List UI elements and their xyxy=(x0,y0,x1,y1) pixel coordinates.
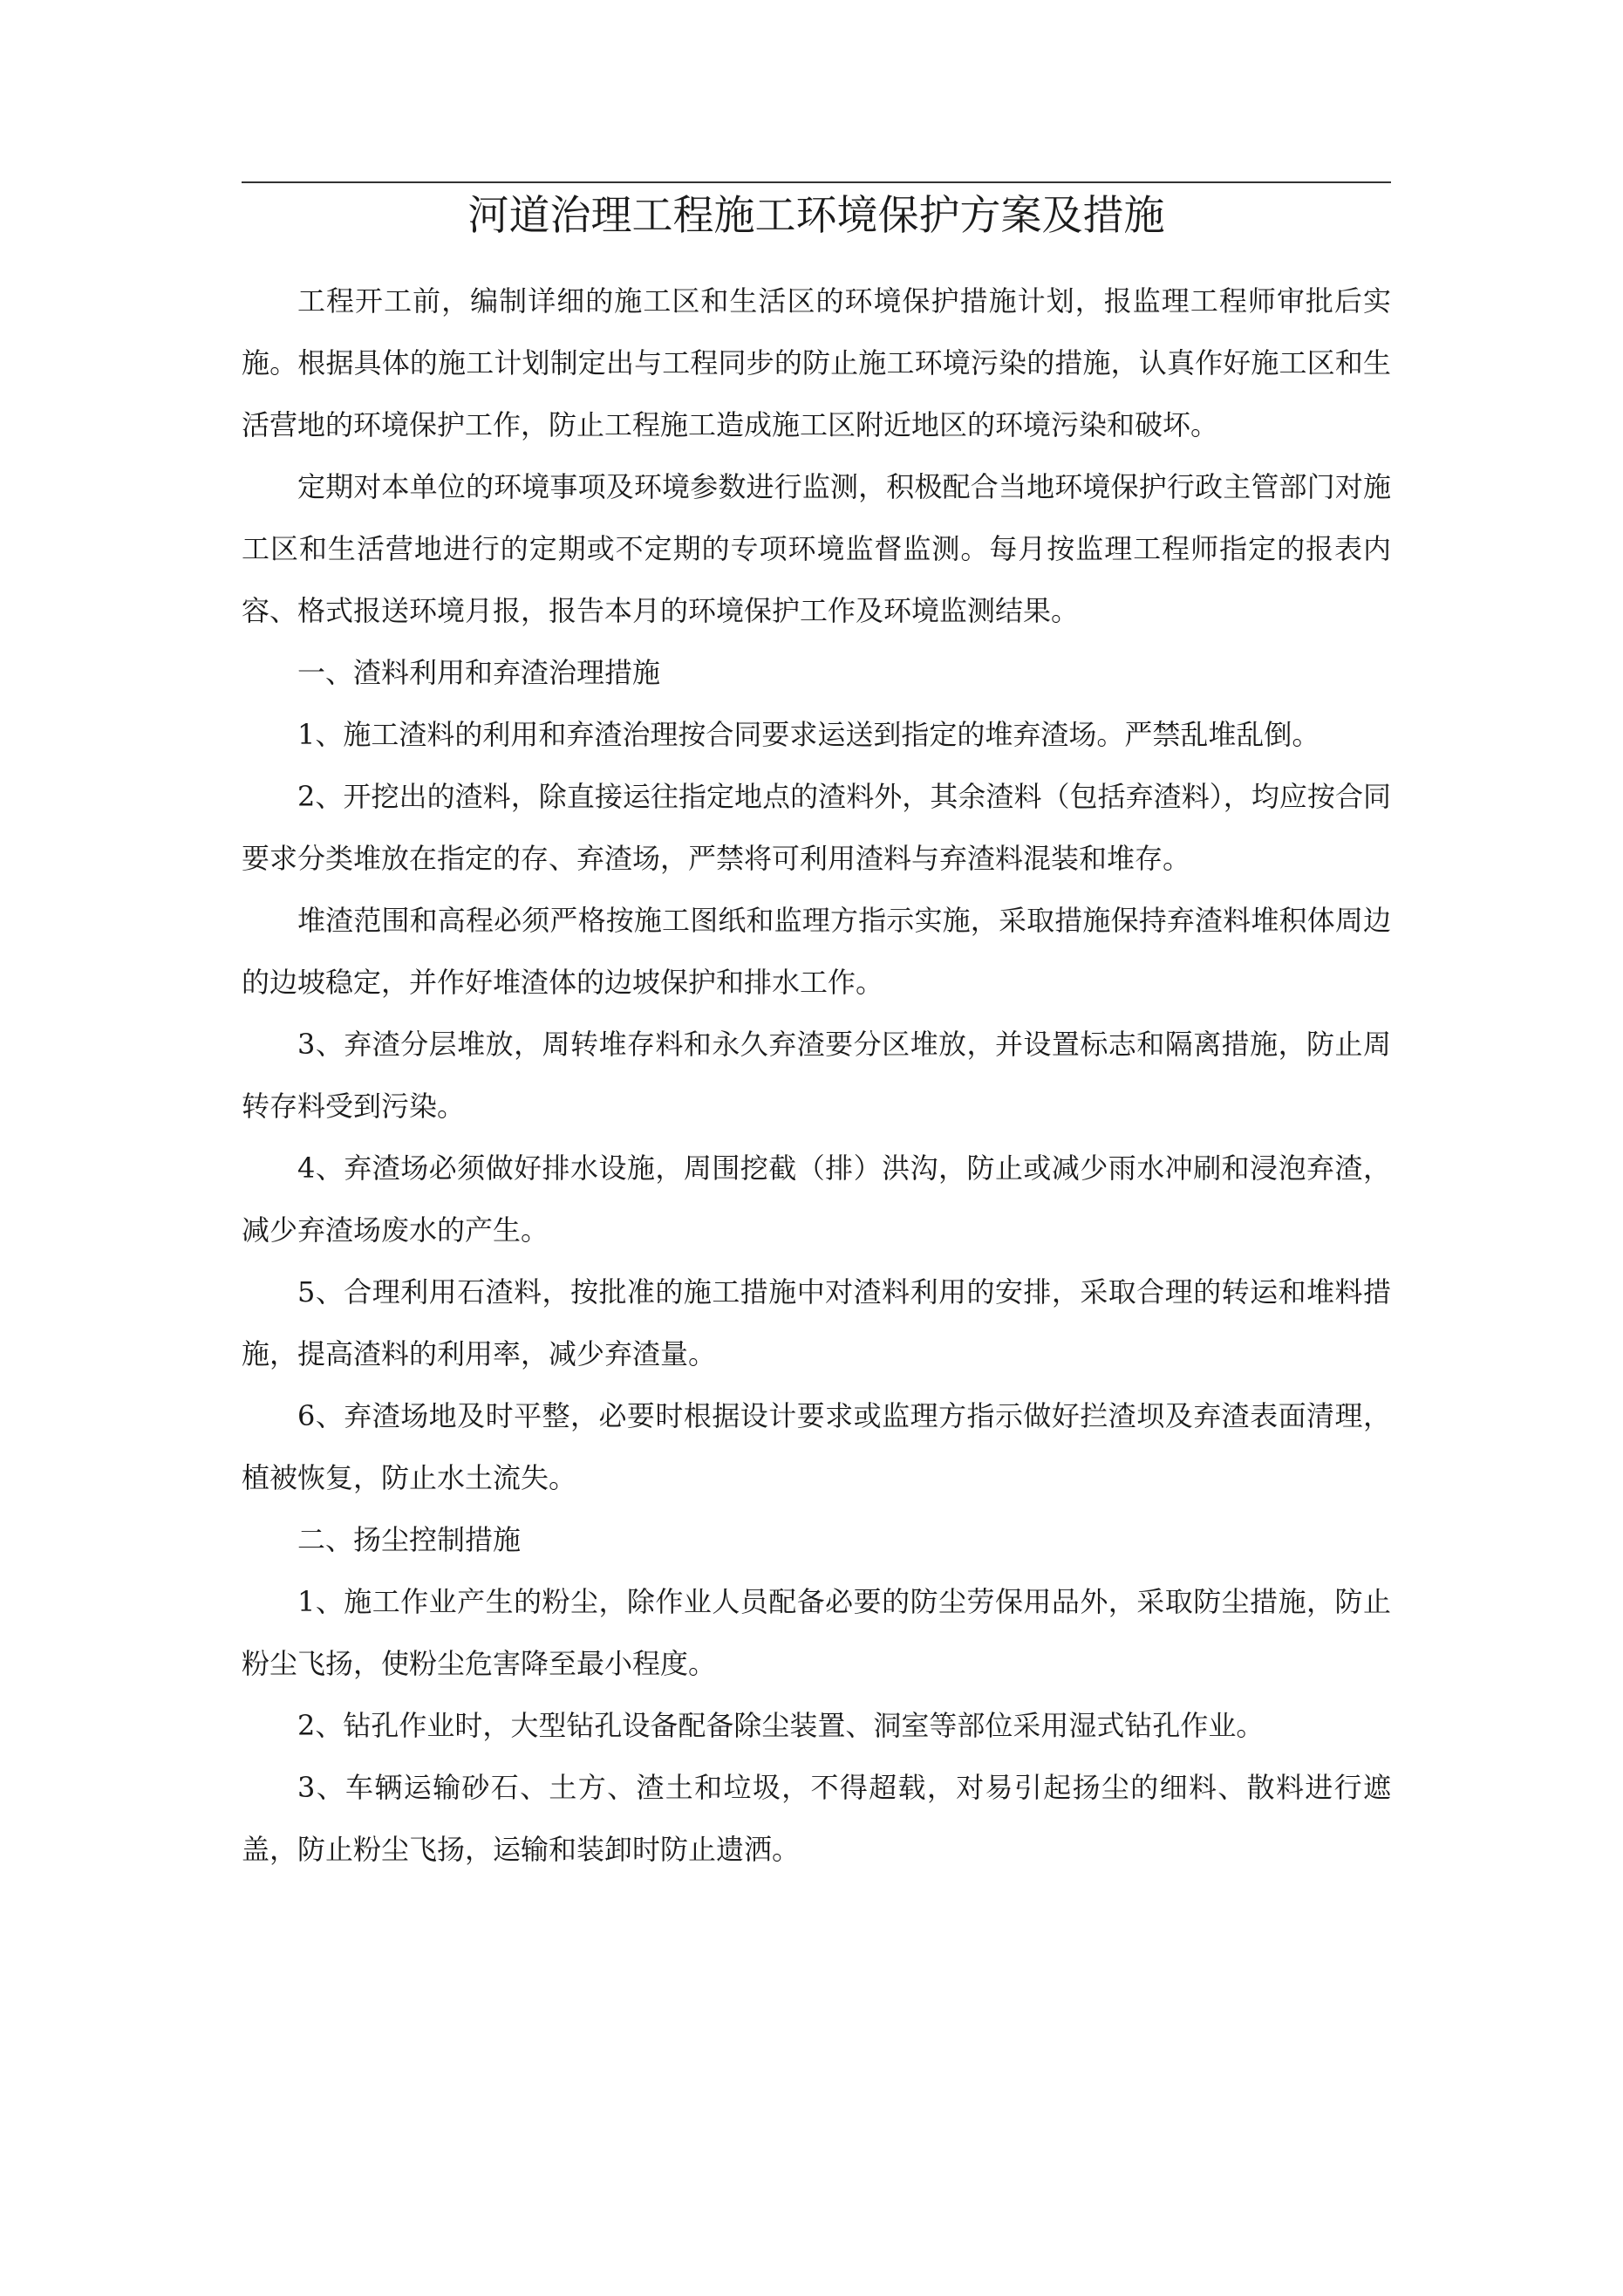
section-heading-slag: 一、渣料利用和弃渣治理措施 xyxy=(297,656,661,689)
document-body xyxy=(242,270,1391,1881)
paragraph-slag-6: 6、弃渣场地及时平整，必要时根据设计要求或监理方指示做好拦渣坝及弃渣表面清理，植被恢复，防止水土流失。 xyxy=(242,1399,1391,1494)
document-title: 河道治理工程施工环境保护方案及措施 xyxy=(467,192,1165,240)
paragraph-dust-2: 2、钻孔作业时，大型钻孔设备配备除尘装置、洞室等部位采用湿式钻孔作业。 xyxy=(297,1709,1265,1742)
paragraph-dust-3: 3、车辆运输砂石、土方、渣土和垃圾，不得超载，对易引起扬尘的细料、散料进行遮盖，防止粉尘飞扬，运输和装卸时防止遗洒。 xyxy=(242,1771,1391,1866)
paragraph-monitoring: 定期对本单位的环境事项及环境参数进行监测，积极配合当地环境保护行政主管部门对施工区和生活营地进行的定期或不定期的专项环境监督监测。每月按监理工程师指定的报表内容、格式报送环境月报，报告本月的环境保护工作及环境监测结果。 xyxy=(242,470,1391,627)
paragraph-slag-1: 1、施工渣料的利用和弃渣治理按合同要求运送到指定的堆弃渣场。严禁乱堆乱倒。 xyxy=(297,718,1320,751)
section-heading-dust: 二、扬尘控制措施 xyxy=(297,1523,522,1556)
paragraph-slag-2: 2、开挖出的渣料，除直接运往指定地点的渣料外，其余渣料（包括弃渣料），均应按合同要求分类堆放在指定的存、弃渣场，严禁将可利用渣料与弃渣料混装和堆存。 xyxy=(242,780,1391,875)
header-rule xyxy=(242,181,1391,183)
paragraph-slag-3: 3、弃渣分层堆放，周转堆存料和永久弃渣要分区堆放，并设置标志和隔离措施，防止周转存料受到污染。 xyxy=(242,1028,1391,1123)
paragraph-slag-4: 4、弃渣场必须做好排水设施，周围挖截（排）洪沟，防止或减少雨水冲刷和浸泡弃渣，减少弃渣场废水的产生。 xyxy=(242,1151,1391,1247)
paragraph-slag-range: 堆渣范围和高程必须严格按施工图纸和监理方指示实施，采取措施保持弃渣料堆积体周边的边坡稳定，并作好堆渣体的边坡保护和排水工作。 xyxy=(242,904,1391,999)
paragraph-intro: 工程开工前，编制详细的施工区和生活区的环境保护措施计划，报监理工程师审批后实施。根据具体的施工计划制定出与工程同步的防止施工环境污染的措施，认真作好施工区和生活营地的环境保护工作，防止工程施工造成施工区附近地区的环境污染和破坏。 xyxy=(242,284,1391,441)
paragraph-dust-1: 1、施工作业产生的粉尘，除作业人员配备必要的防尘劳保用品外，采取防尘措施，防止粉尘飞扬，使粉尘危害降至最小程度。 xyxy=(242,1585,1391,1680)
paragraph-slag-5: 5、合理利用石渣料，按批准的施工措施中对渣料利用的安排，采取合理的转运和堆料措施，提高渣料的利用率，减少弃渣量。 xyxy=(242,1275,1391,1370)
